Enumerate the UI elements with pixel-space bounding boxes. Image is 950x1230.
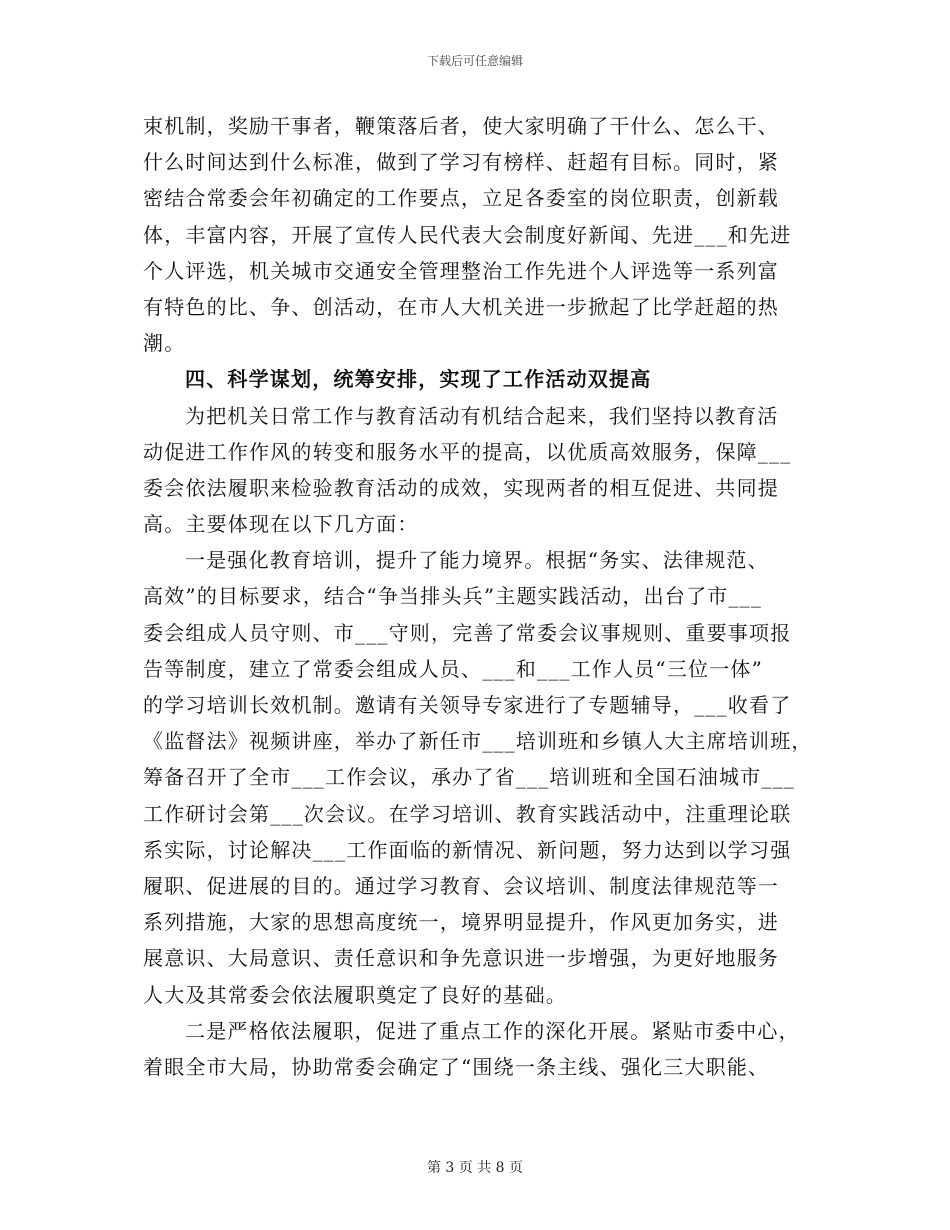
body-line-25: 人大及其常委会依法履职奠定了良好的基础。 — [143, 982, 567, 1007]
body-line-14: 高效”的目标要求，结合“争当排头兵”主题实践活动，出台了市___ — [143, 584, 763, 609]
body-line-4: 体，丰富内容，开展了宣传人民代表大会制度好新闻、先进___和先进 — [143, 222, 792, 247]
body-line-18: 《监督法》视频讲座，举办了新任市___培训班和乡镇人大主席培训班， — [143, 729, 813, 754]
body-line-15: 委会组成人员守则、市___守则，完善了常委会议事规则、重要事项报 — [143, 620, 792, 645]
body-line-16: 告等制度，建立了常委会组成人员、___和___工作人员“三位一体” — [143, 656, 764, 681]
body-line-21: 系实际，讨论解决___工作面临的新情况、新问题，努力达到以学习强 — [143, 837, 792, 862]
body-line-7: 潮。 — [143, 331, 186, 356]
body-line-23: 系列措施，大家的思想高度统一，境界明显提升，作风更加务实，进 — [143, 910, 779, 935]
body-line-27: 着眼全市大局，协助常委会确定了“围绕一条主线、强化三大职能、 — [143, 1054, 770, 1079]
page-header: 下载后可任意编辑 — [426, 54, 523, 68]
body-line-5: 个人评选，机关城市交通安全管理整治工作先进个人评选等一系列富 — [143, 258, 779, 283]
section-heading-4: 四、科学谋划，统筹安排，实现了工作活动双提高 — [185, 367, 652, 392]
body-line-24: 展意识、大局意识、责任意识和争先意识进一步增强，为更好地服务 — [143, 946, 779, 971]
body-line-11: 委会依法履职来检验教育活动的成效，实现两者的相互促进、共同提 — [143, 475, 779, 500]
body-line-20: 工作研讨会第___次会议。在学习培训、教育实践活动中，注重理论联 — [143, 801, 792, 826]
page-number: 第 3 页 共 8 页 — [426, 1160, 524, 1176]
body-line-12: 高。主要体现在以下几方面： — [143, 512, 419, 537]
body-line-26: 二是严格依法履职，促进了重点工作的深化开展。紧贴市委中心， — [185, 1018, 800, 1043]
body-line-22: 履职、促进展的目的。通过学习教育、会议培训、制度法律规范等一 — [143, 873, 779, 898]
body-line-17: 的学习培训长效机制。邀请有关领导专家进行了专题辅导，___收看了 — [143, 693, 792, 717]
body-line-3: 密结合常委会年初确定的工作要点，立足各委室的岗位职责，创新载 — [143, 186, 779, 211]
body-line-19: 筹备召开了全市___工作会议，承办了省___培训班和全国石油城市___ — [143, 765, 795, 790]
body-line-13: 一是强化教育培训，提升了能力境界。根据“务实、法律规范、 — [185, 548, 769, 573]
body-line-1: 束机制，奖励干事者，鞭策落后者，使大家明确了干什么、怎么干、 — [143, 114, 779, 138]
body-line-10: 动促进工作作风的转变和服务水平的提高，以优质高效服务，保障___ — [143, 439, 792, 464]
body-line-9: 为把机关日常工作与教育活动有机结合起来，我们坚持以教育活 — [185, 403, 779, 428]
body-line-2: 什么时间达到什么标准，做到了学习有榜样、赶超有目标。同时，紧 — [143, 150, 779, 175]
body-line-6: 有特色的比、争、创活动，在市人大机关进一步掀起了比学赶超的热 — [143, 294, 779, 319]
document-body — [143, 108, 823, 1085]
